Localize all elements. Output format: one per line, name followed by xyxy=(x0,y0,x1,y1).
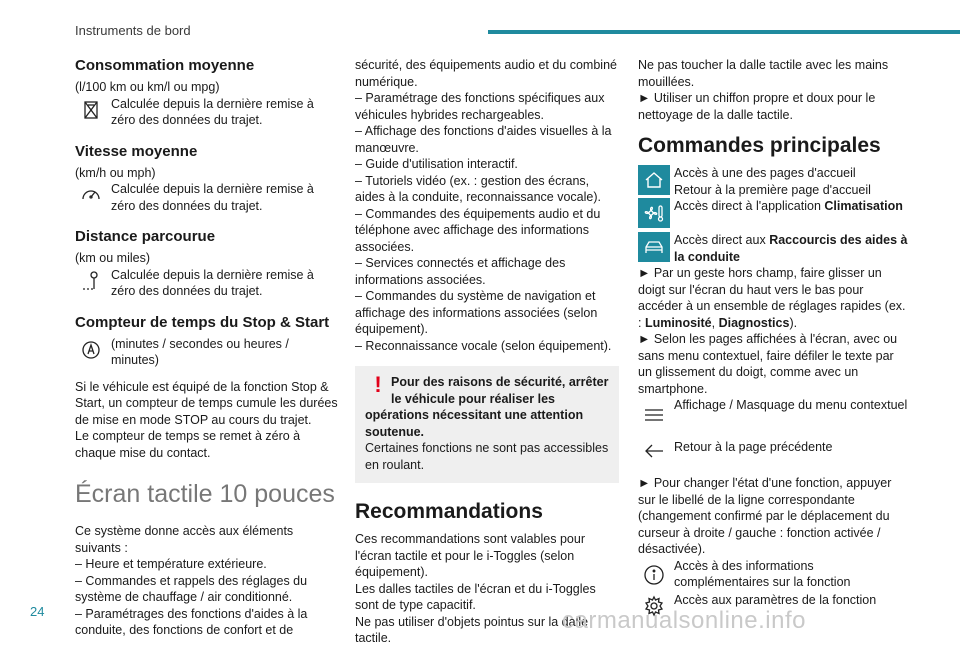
stop-title: Compteur de temps du Stop & Start xyxy=(75,313,330,331)
pages-paragraph: ► Selon les pages affichées à l'écran, avec ou sans menu contextuel, faire défiler le texte par un glissement du doigt, comme avec un smartphone. xyxy=(638,332,898,396)
car-assist-icon xyxy=(638,232,670,262)
stop-p2: Le compteur de temps se remet à zéro à chaque mise du contact. xyxy=(75,429,301,460)
clim-desc: Accès direct à l'application Climatisation xyxy=(674,199,903,213)
stop-start-icon xyxy=(75,336,107,364)
back-arrow-icon xyxy=(638,433,670,469)
distance-row xyxy=(75,267,339,300)
distance-desc: Calculée depuis la dernière remise à zéro des données du trajet. xyxy=(111,267,314,298)
touch-p1: Ne pas toucher la dalle tactile avec les mains mouillées. xyxy=(638,58,889,89)
home-l1: Accès à une des pages d'accueil xyxy=(674,166,856,180)
ecran-intro: Ce système donne accès aux éléments suivants : xyxy=(75,524,294,555)
feature-item: – Reconnaissance vocale (selon équipement). xyxy=(355,338,612,353)
vitesse-unit: (km/h ou mph) xyxy=(75,165,156,180)
header-accent-bar xyxy=(488,30,960,34)
vitesse-desc: Calculée depuis la dernière remise à zéro des données du trajet. xyxy=(111,182,314,213)
feature-item: – Services connectés et affichage des informations associées. xyxy=(355,256,566,287)
info-row xyxy=(638,558,910,592)
ecran-title: Écran tactile 10 pouces xyxy=(75,480,335,508)
column-left xyxy=(75,57,339,639)
stop-row xyxy=(75,336,339,369)
feature-item: – Commandes des équipements audio et du téléphone avec affichage des informations associées. xyxy=(355,206,601,254)
feature-item: – Commandes du système de navigation et affichage des informations associées (selon équipement). xyxy=(355,289,598,336)
home-l2: Retour à la première page d'accueil xyxy=(674,182,871,197)
warning-icon: ! xyxy=(374,372,382,397)
aides-row xyxy=(638,232,910,265)
fuel-consumption-icon xyxy=(75,96,107,124)
reco-p3: Ne pas utiliser d'objets pointus sur la dalle tactile. xyxy=(355,614,589,645)
distance-pin-icon xyxy=(75,267,107,295)
feature-item: – Affichage des fonctions d'aides visuelles à la manœuvre. xyxy=(355,124,612,155)
warning-text: Certaines fonctions ne sont pas accessibles en roulant. xyxy=(365,441,609,472)
climate-icon xyxy=(638,198,670,228)
info-desc: Accès à des informations complémentaires sur la fonction xyxy=(674,558,851,589)
feature-item: – Paramétrage des fonctions spécifiques aux véhicules hybrides rechargeables. xyxy=(355,91,605,122)
stop-desc: (minutes / secondes ou heures / minutes) xyxy=(111,336,289,367)
conso-desc: Calculée depuis la dernière remise à zéro des données du trajet. xyxy=(111,96,314,127)
watermark: carmanualsonline.info xyxy=(562,607,806,634)
back-row xyxy=(638,433,910,469)
reco-p1: Ces recommandations sont valables pour l'écran tactile et pour le i-Toggles (selon équipement). xyxy=(355,532,585,579)
feature-item: sécurité, des équipements audio et du combiné numérique. xyxy=(355,58,617,89)
info-icon xyxy=(638,558,670,592)
aides-bold: Raccourcis des aides à la conduite xyxy=(674,233,908,264)
back-desc: Retour à la page précédente xyxy=(674,440,833,454)
safety-warning-box xyxy=(355,366,619,483)
home-icon xyxy=(638,165,670,195)
clim-row xyxy=(638,198,910,228)
column-right xyxy=(638,57,910,620)
distance-title: Distance parcourue xyxy=(75,228,216,245)
reco-title: Recommandations xyxy=(355,500,543,523)
vitesse-row xyxy=(75,181,339,214)
stop-p1: Si le véhicule est équipé de la fonction Stop & Start, un compteur de temps cumule les durées de mise en mode STOP au cours du trajet. xyxy=(75,379,338,427)
menu-desc: Affichage / Masquage du menu contextuel xyxy=(674,398,908,412)
touch-p2: ► Utiliser un chiffon propre et doux pour le nettoyage de la dalle tactile. xyxy=(638,91,876,122)
home-row xyxy=(638,165,910,198)
cmd-title: Commandes principales xyxy=(638,134,881,157)
page-number: 24 xyxy=(30,604,45,619)
speedometer-icon xyxy=(75,181,107,209)
warning-bold-text: Pour des raisons de sécurité, arrêter le véhicule pour réaliser les opérations nécessitant une attention soutenue. xyxy=(365,375,609,439)
conso-row xyxy=(75,96,339,129)
feature-item: – Guide d'utilisation interactif. xyxy=(355,157,518,171)
ecran-item: – Commandes et rappels des réglages du système de chauffage / air conditionné. xyxy=(75,573,308,604)
reco-p2: Les dalles tactiles de l'écran et du i-Toggles sont de type capacitif. xyxy=(355,581,596,612)
conso-title: Consommation moyenne xyxy=(75,57,255,74)
aides-desc: Accès direct aux Raccourcis des aides à la conduite xyxy=(674,233,908,264)
toggle-paragraph: ► Pour changer l'état d'une fonction, appuyer sur le libellé de la ligne correspondante (changement confirmé par le déplacement du curseur à droite / gauche : fonction activée / désactivée). xyxy=(638,476,892,556)
menu-row xyxy=(638,397,910,433)
vitesse-title: Vitesse moyenne xyxy=(75,142,198,160)
distance-unit: (km ou miles) xyxy=(75,251,151,265)
settings-desc: Accès aux paramètres de la fonction xyxy=(674,592,877,607)
menu-icon xyxy=(638,397,670,433)
swipe-paragraph: ► Par un geste hors champ, faire glisser un doigt sur l'écran du haut vers le bas pour accéder à un ensemble de réglages rapides (ex. : Luminosité, Diagnostics). xyxy=(638,266,906,330)
ecran-item: – Paramétrages des fonctions d'aides à la conduite, des fonctions de confort et de xyxy=(75,606,308,637)
feature-item: – Tutoriels vidéo (ex. : gestion des écrans, aides à la conduite, reconnaissance vocale). xyxy=(355,173,601,204)
column-middle xyxy=(355,57,619,647)
clim-bold: Climatisation xyxy=(824,199,903,213)
ecran-item: – Heure et température extérieure. xyxy=(75,557,267,571)
conso-unit: (l/100 km ou km/l ou mpg) xyxy=(75,80,220,94)
header-title: Instruments de bord xyxy=(75,23,191,38)
